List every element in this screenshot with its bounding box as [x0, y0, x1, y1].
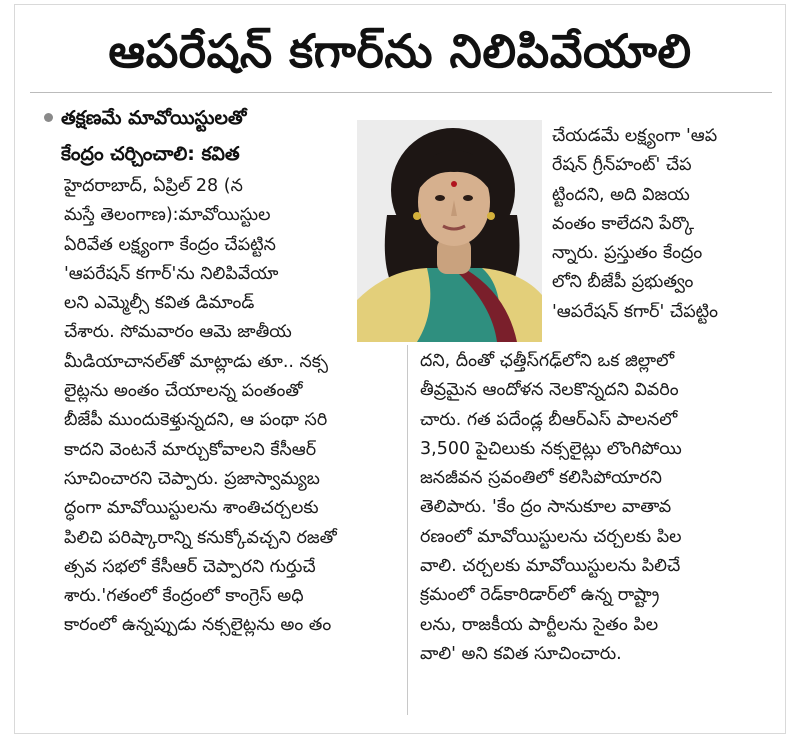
text-line: జనజీవన స్రవంతిలో కలిసిపోయారని [420, 468, 662, 489]
portrait-illustration [357, 120, 542, 342]
column-right-top [552, 122, 772, 327]
subheadline [44, 100, 364, 172]
text-line: కాదని వెంటనే మార్చుకోవాలని కేసీఆర్ [64, 439, 317, 460]
column-left [64, 172, 354, 641]
text-line: దని, దీంతో ఛత్తీస్‌గఢ్‌లోని ఒక జిల్లాలో [420, 351, 675, 371]
text-line: రణంలో మావోయిస్టులను చర్చలకు పిల [420, 526, 682, 547]
text-line: తెలిపారు. 'కేం ద్రం సానుకూల వాతావ [420, 497, 672, 518]
text-line: లోని బీజేపీ ప్రభుత్వం [552, 272, 694, 293]
text-line: వంతం కాలేదని పేర్కొ [552, 213, 695, 234]
bullet-icon [44, 113, 53, 122]
column-divider [407, 345, 408, 715]
text-line: రేషన్ గ్రీన్‌హంట్' చేప [552, 155, 692, 176]
headline-rule [30, 92, 772, 93]
text-line: పిలిచి పరిష్కారాన్ని కనుక్కోవచ్చని రజతో [64, 527, 337, 548]
text-line: బీజేపీ ముందుకెళ్తున్నదని, ఆ పంథా సరి [64, 410, 328, 431]
text-line: చారు. గత పదేండ్ల బీఆర్‌ఎస్ పాలనలో [420, 409, 678, 430]
subhead-line-2: కేంద్రం చర్చించాలి: కవిత [61, 143, 240, 165]
headline: ఆపరేషన్ కగార్‌ను నిలిపివేయాలి [108, 24, 692, 78]
text-line: సూచించారని చెప్పారు. ప్రజాస్వామ్యబ [64, 468, 320, 489]
text-line: చేయడమే లక్ష్యంగా 'ఆప [552, 126, 718, 146]
text-line: మస్తే తెలంగాణ):మావోయిస్టుల [64, 205, 271, 226]
text-line: లని ఎమ్మెల్సీ కవిత డిమాండ్ [64, 293, 255, 314]
text-line: తీవ్రమైన ఆందోళన నెలకొన్నదని వివరిం [420, 380, 679, 401]
text-line: వాలి' అని కవిత సూచించారు. [420, 643, 622, 664]
text-line: 'ఆపరేషన్ కగార్'ను నిలిపివేయా [64, 263, 279, 284]
text-line: 3,500 పైచిలుకు నక్సలైట్లు లొంగిపోయి [420, 438, 682, 459]
portrait-photo [357, 120, 542, 342]
text-line: న్నారు. ప్రస్తుతం కేంద్రం [552, 243, 703, 264]
text-line: ఏరివేత లక్ష్యంగా కేంద్రం చేపట్టిన [64, 234, 276, 255]
text-line: క్రమంలో రెడ్‌కారిడార్‌లో ఉన్న రాష్ట్రా [420, 585, 660, 606]
text-line: ట్టిందని, అది విజయ [552, 184, 690, 205]
subhead-line-1: తక్షణమే మావోయిస్టులతో [61, 107, 247, 129]
text-line: లను, రాజకీయ పార్టీలను సైతం పిల [420, 614, 659, 635]
text-line: శారు.'గతంలో కేంద్రంలో కాంగ్రెస్ అధి [64, 586, 304, 607]
text-line: మీడియాచానల్‌తో మాట్లాడు తూ.. నక్స [64, 351, 329, 372]
text-line: వాలి. చర్చలకు మావోయిస్టులను పిలిచే [420, 556, 681, 577]
text-line: ద్ధంగా మావోయిస్టులను శాంతిచర్చలకు [64, 498, 319, 519]
text-line: 'ఆపరేషన్ కగార్' చేపట్టిం [552, 301, 719, 322]
text-line: త్సవ సభలో కేసీఆర్ చెప్పారని గుర్తుచే [64, 556, 316, 577]
text-line: లైట్లను అంతం చేయాలన్న పంతంతో [64, 381, 303, 402]
text-line: హైదరాబాద్, ఏప్రిల్ 28 (న [64, 176, 243, 196]
text-line: చేశారు. సోమవారం ఆమె జాతీయ [64, 322, 292, 343]
column-right-bottom [420, 347, 772, 669]
text-line: కారంలో ఉన్నప్పుడు నక్సలైట్లను అం తం [64, 615, 332, 636]
